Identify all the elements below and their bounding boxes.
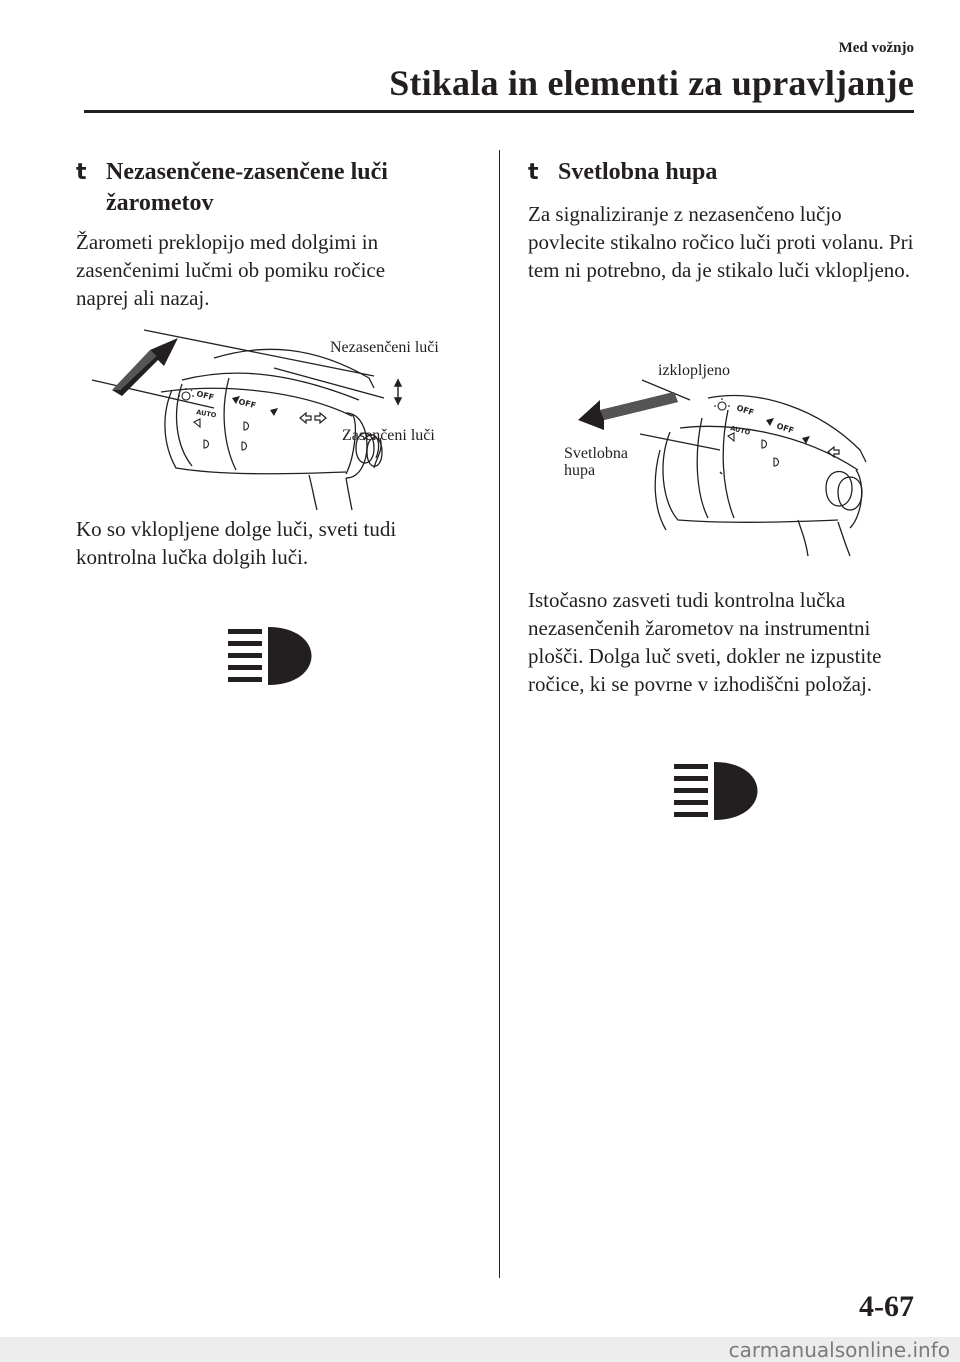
label-flash-line2: hupa: [564, 462, 596, 479]
column-divider: [499, 150, 500, 1278]
page-number: 4-67: [859, 1290, 914, 1323]
off-mark-inner: OFF: [237, 397, 257, 411]
left-intro-text: Žarometi preklopijo med dolgimi in zasenčenimi lučmi ob pomiku ročice naprej ali nazaj.: [76, 230, 386, 310]
off-mark-outer: OFF: [735, 403, 756, 418]
high-beam-indicator-icon: [672, 760, 774, 822]
heading-bullet: t: [76, 160, 87, 185]
watermark: carmanualsonline.info: [728, 1338, 950, 1362]
right-heading-text: Svetlobna hupa: [558, 159, 718, 185]
high-beam-indicator-icon: [226, 625, 328, 687]
light-stalk-figure-flash: [570, 370, 890, 570]
left-after-text: Ko so vklopljene dolge luči, sveti tudi kontrolna lučka dolgih luči.: [76, 517, 397, 569]
left-heading: [76, 157, 466, 219]
right-intro-text: Za signaliziranje z nezasenčeno lučjo povlecite stikalno ročico luči proti volanu. Pri tem ni potrebno, da je stikalo luči vklopljeno.: [528, 202, 914, 282]
turn-signal-arrows-icon: [828, 447, 839, 457]
left-heading-text: Nezasenčene-zasenčene luči žarometov: [106, 159, 388, 216]
auto-mark: AUTO: [729, 424, 751, 437]
label-flash-line1: Svetlobna: [564, 445, 628, 462]
off-mark-outer: OFF: [195, 389, 215, 403]
label-off: izklopljeno: [658, 362, 730, 379]
up-down-arrow-icon: [395, 380, 401, 404]
right-after-text: Istočasno zasveti tudi kontrolna lučka nezasenčenih žarometov na instrumentni plošči. Dolga luč sveti, dokler ne izpustite ročice, ki se povrne v izhodiščni položaj.: [528, 588, 882, 696]
auto-mark: AUTO: [195, 408, 217, 420]
chapter-title: Stikala in elementi za upravljanje: [389, 63, 914, 103]
label-low-beam: Zasenčeni luči: [342, 427, 435, 444]
heading-bullet: t: [528, 160, 539, 185]
header-rule: [84, 110, 914, 113]
section-label: Med vožnjo: [838, 40, 914, 56]
off-mark-inner: OFF: [775, 421, 796, 436]
label-high-beam: Nezasenčeni luči: [330, 339, 439, 356]
right-heading: [528, 157, 918, 188]
turn-signal-arrows-icon: [300, 413, 326, 423]
